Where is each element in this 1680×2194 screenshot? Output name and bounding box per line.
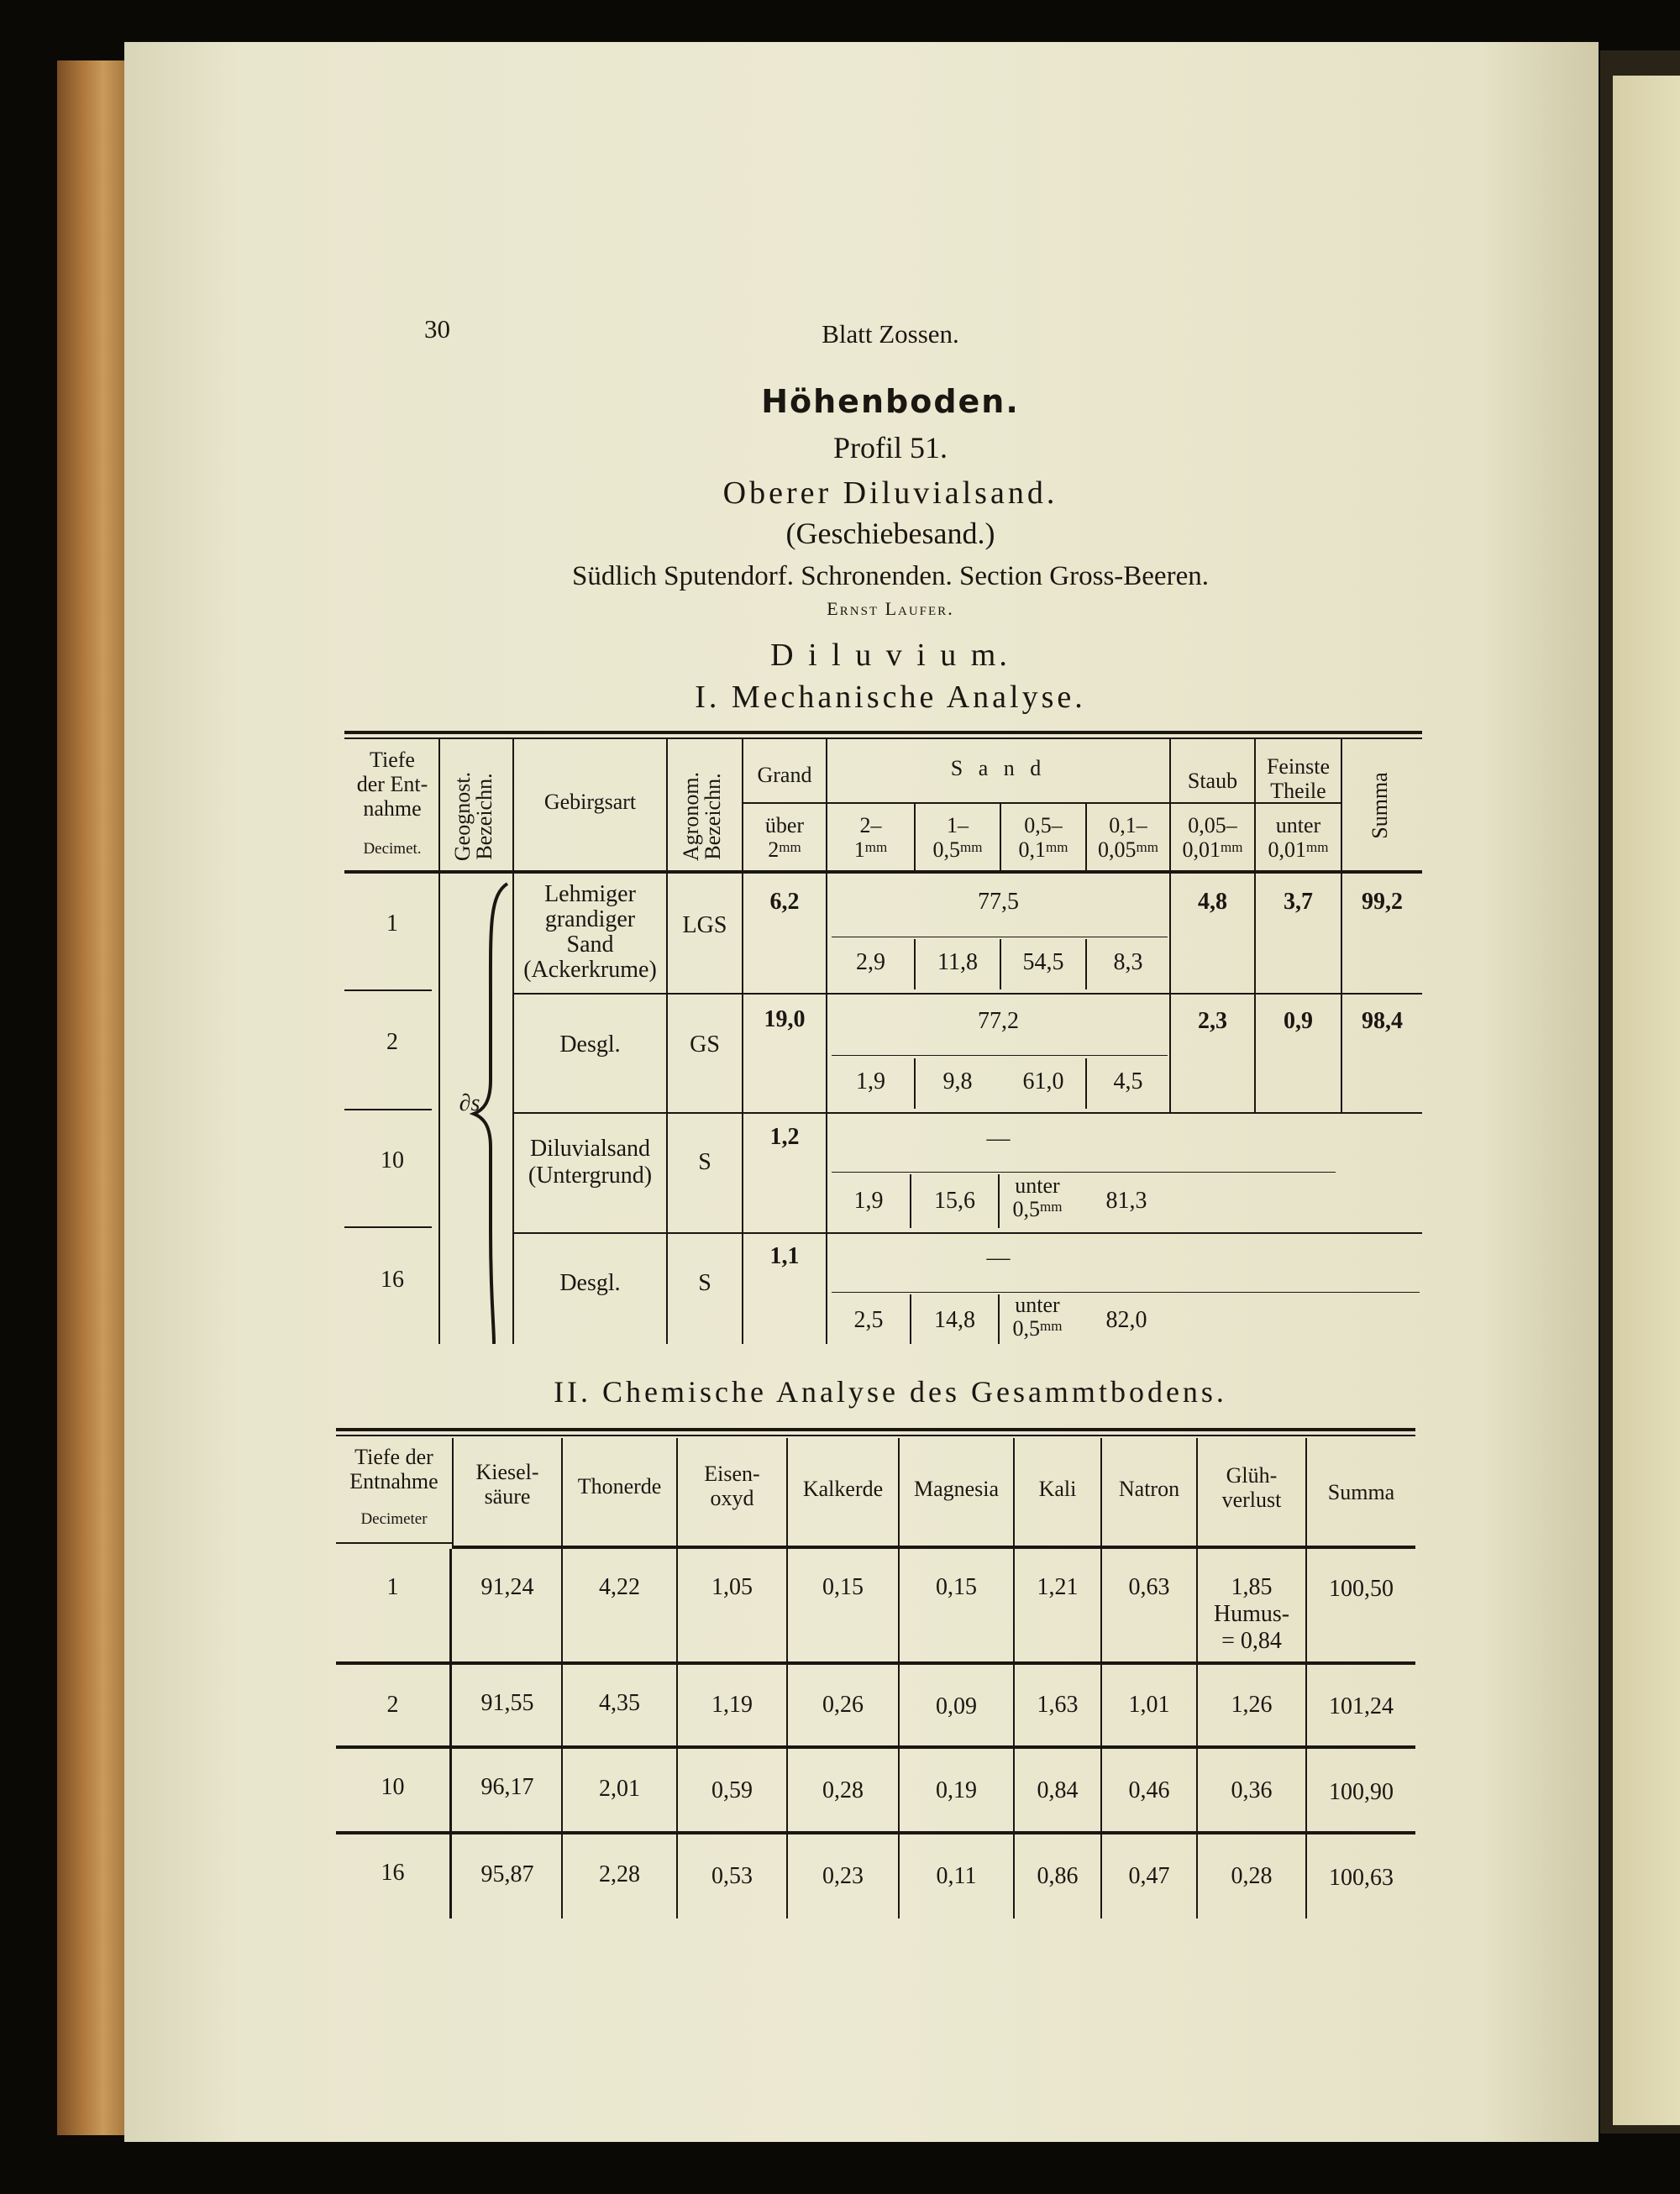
mech-r4-tiefe: 16 [381,1267,404,1293]
rule [832,1055,1168,1056]
mech-r4-sand-2: 14,8 [934,1307,975,1333]
chem-r3-natron: 0,46 [1128,1777,1170,1803]
location-line: Südlich Sputendorf. Schronenden. Section Gross-Beeren. [572,561,1209,591]
col-rule [1341,737,1342,872]
mech-r2-gebirgsart: Desgl. [559,1031,621,1058]
col-rule [1305,1549,1307,1918]
hdr-staub: Staub [1187,769,1238,793]
chem-r1-thonerde: 4,22 [599,1574,640,1600]
chem-r3-magnesia: 0,19 [936,1777,977,1803]
chem-hdr-tiefe-unit: Decimeter [360,1510,428,1528]
mech-r2-grand: 19,0 [764,1006,806,1032]
mech-r4-grand: 1,1 [769,1243,800,1269]
mech-r4-agronom: S [698,1270,711,1296]
rule [336,1745,1415,1749]
rule [336,1542,452,1544]
author: Ernst Laufer. [827,598,954,619]
chem-hdr-tiefe: Tiefe der Entnahme [349,1445,438,1493]
rule [344,1109,432,1110]
chem-r3-tiefe: 10 [381,1774,405,1800]
mech-r3-grand: 1,2 [769,1124,800,1150]
chem-r1-eisen: 1,05 [711,1574,753,1600]
chem-r3-thonerde: 2,01 [599,1776,640,1802]
chem-r1-gluh: 1,85 [1231,1574,1273,1600]
mech-r3-sand-1: 1,9 [853,1188,884,1214]
chem-r2-kalkerde: 0,26 [822,1692,864,1718]
chem-r2-kali: 1,63 [1037,1692,1079,1718]
chem-hdr-summa: Summa [1327,1480,1395,1504]
rule [344,1226,432,1228]
mech-r2-tiefe: 2 [386,1029,398,1055]
chem-r1-magnesia: 0,15 [936,1574,977,1600]
period-title: D i l u v i u m. [770,638,1011,673]
chem-r1-natron: 0,63 [1128,1574,1170,1600]
col-rule [742,874,743,1344]
chem-r1-humus: Humus- = 0,84 [1213,1601,1290,1654]
mech-r1-feinste: 3,7 [1284,889,1313,915]
mech-r3-unter: unter $0,5^{mm}$ [1012,1173,1063,1221]
col-rule [438,737,440,872]
hdr-grand: Grand [757,763,812,787]
mech-r1-tiefe: 1 [386,911,398,937]
geognost-symbol: ∂s [459,1090,480,1116]
chem-r4-kiesel: 95,87 [480,1861,534,1887]
chem-r1-tiefe: 1 [386,1574,399,1600]
chem-r4-kali: 0,86 [1037,1863,1079,1889]
chem-r1-kiesel: 91,24 [480,1574,534,1600]
rule [344,989,432,991]
hdr-sand-1: 2– $1^{mm}$ [853,813,888,862]
chem-r2-magnesia: 0,09 [936,1693,977,1719]
mech-r3-agronom: S [698,1149,711,1175]
mech-r2-feinste: 0,9 [1284,1008,1313,1034]
chem-r2-summa: 101,24 [1329,1693,1394,1719]
mech-r2-agronom: GS [690,1031,720,1058]
mech-r1-sand-1: 2,9 [856,949,885,975]
hdr-tiefe-unit: Decimet. [363,840,422,858]
mech-r2-sand-total: 77,2 [978,1008,1019,1034]
mech-r4-gebirgsart: Desgl. [559,1270,621,1296]
hdr-sand-4: 0,1– $0,05^{mm}$ [1098,813,1158,862]
chem-hdr-kiesel: Kiesel- säure [475,1460,539,1509]
rule [832,1172,1336,1173]
mech-r1-agronom: LGS [682,912,727,938]
mech-r2-sand-2: 9,8 [942,1068,973,1094]
mech-r1-grand: 6,2 [769,889,800,915]
hdr-sand: S a n d [950,756,1047,780]
mech-r1-staub: 4,8 [1198,889,1227,915]
rule [336,1435,1415,1436]
chem-r2-natron: 1,01 [1128,1692,1170,1718]
chem-hdr-magnesia: Magnesia [913,1477,1000,1501]
chem-r4-magnesia: 0,11 [936,1863,977,1889]
chem-r3-kalkerde: 0,28 [822,1777,864,1803]
page-number: 30 [424,314,450,344]
chem-r2-tiefe: 2 [386,1692,399,1718]
chem-r1-kalkerde: 0,15 [822,1574,864,1600]
chem-r3-summa: 100,90 [1329,1779,1394,1805]
chem-r3-kali: 0,84 [1037,1777,1079,1803]
section-title: Höhenboden. [761,383,1020,420]
formation-subtitle: (Geschiebesand.) [785,517,995,550]
chem-r1-kali: 1,21 [1037,1574,1079,1600]
mech-r4-sand-total: — [986,1245,1011,1271]
mech-r3-rest: 81,3 [1105,1188,1147,1214]
hdr-tiefe: Tiefe der Ent- nahme [356,748,428,821]
mech-r3-tiefe: 10 [381,1147,404,1173]
chem-r4-natron: 0,47 [1128,1863,1170,1889]
mech-r3-sand-2: 15,6 [934,1188,975,1214]
chem-hdr-kali: Kali [1038,1477,1077,1501]
rule [344,731,1422,734]
col-rule [449,1549,452,1918]
rule [512,1112,1422,1114]
mech-r1-sand-3: 54,5 [1022,949,1064,975]
rule [336,1831,1415,1834]
mech-r2-sand-3: 61,0 [1022,1068,1064,1094]
hdr-gebirgsart: Gebirgsart [543,790,637,814]
chem-r4-eisen: 0,53 [711,1863,753,1889]
rule [336,1428,1415,1431]
chem-r4-thonerde: 2,28 [599,1861,640,1887]
mech-r1-sand-total: 77,5 [978,889,1019,915]
chem-hdr-thonerde: Thonerde [577,1474,662,1499]
rule [512,1232,1422,1234]
mech-r4-rest: 82,0 [1105,1307,1147,1333]
rule [344,870,1422,874]
chem-r4-gluh: 0,28 [1231,1863,1273,1889]
book-spine [57,60,134,2135]
chem-r4-tiefe: 16 [381,1860,405,1886]
chem-r2-kiesel: 91,55 [480,1690,534,1716]
rule [344,737,1422,739]
rule [832,1292,1420,1293]
mech-r1-gebirgsart: Lehmiger grandiger Sand (Ackerkrume) [523,881,657,983]
col-rule [826,874,827,1344]
next-page-edge [1613,76,1680,2125]
profile-title: Profil 51. [832,431,948,465]
chem-r2-gluh: 1,26 [1231,1692,1273,1718]
rule [336,1661,1415,1665]
chem-r3-gluh: 0,36 [1231,1777,1273,1803]
rule [742,802,1341,804]
mech-r3-gebirgsart: Diluvialsand (Untergrund) [528,1136,653,1189]
chem-r1-summa: 100,50 [1329,1576,1394,1602]
chem-r3-kiesel: 96,17 [480,1774,534,1800]
chem-hdr-kalkerde: Kalkerde [802,1477,884,1501]
chem-r2-eisen: 1,19 [711,1692,753,1718]
hdr-summa: Summa [1368,772,1392,839]
mech-r3-sand-total: — [986,1126,1011,1152]
hdr-staub-sub: 0,05– $0,01^{mm}$ [1182,813,1243,862]
mech-caption: I. Mechanische Analyse. [695,680,1086,715]
hdr-geognost: Geognost. Bezeichn. [450,771,496,862]
chem-hdr-gluh: Glüh- verlust [1221,1463,1282,1512]
hdr-sand-3: 0,5– $0,1^{mm}$ [1018,813,1068,862]
mech-r4-sand-1: 2,5 [853,1307,884,1333]
chem-r2-thonerde: 4,35 [599,1690,640,1716]
mech-r1-summa: 99,2 [1362,889,1403,915]
mech-r2-sand-1: 1,9 [856,1068,885,1094]
col-rule [666,737,668,872]
hdr-agronom: Agronom. Bezeichn. [679,771,725,862]
chem-caption: II. Chemische Analyse des Gesammtbodens. [554,1375,1227,1409]
hdr-feinste-sub: unter $0,01^{mm}$ [1268,813,1329,862]
mech-r2-staub: 2,3 [1198,1008,1227,1034]
mech-r2-summa: 98,4 [1362,1008,1403,1034]
mech-r1-sand-4: 8,3 [1113,949,1143,975]
rule [512,993,1422,995]
mech-r1-sand-2: 11,8 [937,949,978,975]
hdr-grand-sub: über $2^{mm}$ [764,813,805,862]
hdr-sand-2: 1– $0,5^{mm}$ [932,813,983,862]
formation-title: Oberer Diluvialsand. [722,475,1058,511]
chem-r4-kalkerde: 0,23 [822,1863,864,1889]
chem-r4-summa: 100,63 [1329,1865,1394,1891]
chem-hdr-eisen: Eisen- oxyd [704,1462,760,1510]
mech-r4-unter: unter $0,5^{mm}$ [1012,1293,1063,1341]
chem-hdr-natron: Natron [1118,1477,1180,1501]
chem-r3-eisen: 0,59 [711,1777,753,1803]
rule [452,1546,1415,1549]
hdr-feinste: Feinste Theile [1266,754,1331,803]
mech-r2-sand-4: 4,5 [1113,1068,1143,1094]
running-title: Blatt Zossen. [822,319,959,349]
